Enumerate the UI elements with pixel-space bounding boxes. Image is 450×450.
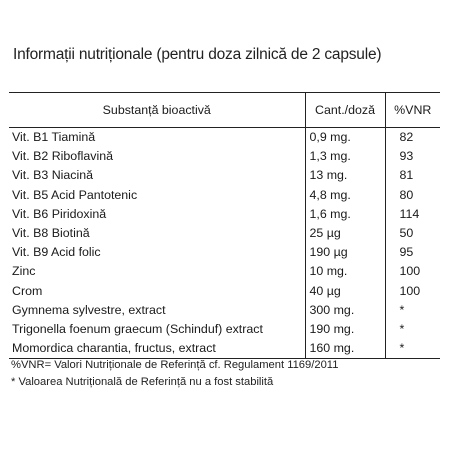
vnr-cell: 80 [385, 186, 440, 205]
table-row [9, 339, 440, 359]
footnote-vnr-definition: %VNR= Valori Nutriționale de Referință cf. Regulament 1169/2011 [11, 359, 339, 371]
substance-cell: Crom [12, 283, 43, 298]
table-row [9, 166, 440, 185]
quantity-cell: 190 µg [305, 243, 385, 262]
substance-cell: Momordica charantia, fructus, extract [9, 339, 305, 359]
substance-cell: Vit. B8 Biotină [12, 226, 90, 241]
substance-cell: Vit. B1 Tiamină [12, 130, 96, 145]
vnr-cell: * [385, 301, 440, 320]
quantity-cell: 13 mg. [305, 166, 385, 185]
vnr-cell: 93 [385, 147, 440, 166]
vnr-cell: 81 [385, 166, 440, 185]
substance-cell: Trigonella foenum graecum (Schinduf) extract [12, 321, 263, 336]
quantity-cell: 25 µg [305, 224, 385, 243]
header-vnr: %VNR [385, 93, 440, 128]
table-row [9, 282, 440, 301]
quantity-cell: 160 mg. [305, 339, 385, 359]
footnote-not-established: * Valoarea Nutrițională de Referință nu a fost stabilită [11, 376, 274, 388]
table-title: Informații nutriționale (pentru doza zilnică de 2 capsule) [13, 46, 382, 63]
vnr-cell: 82 [385, 128, 440, 148]
table-row [9, 205, 440, 224]
footnotes [11, 357, 338, 391]
nutrition-table [9, 92, 440, 359]
vnr-cell: 100 [385, 262, 440, 281]
table-row [9, 224, 440, 243]
quantity-cell: 40 µg [305, 282, 385, 301]
quantity-cell: 10 mg. [305, 262, 385, 281]
quantity-cell: 4,8 mg. [305, 186, 385, 205]
substance-cell: Vit. B2 Riboflavină [12, 149, 114, 164]
quantity-cell: 0,9 mg. [305, 128, 385, 148]
vnr-cell: * [385, 339, 440, 359]
vnr-cell: 50 [385, 224, 440, 243]
table-row [9, 262, 440, 281]
table-row [9, 320, 440, 339]
header-substance: Substanță bioactivă [9, 93, 305, 128]
substance-cell: Vit. B3 Niacină [12, 168, 94, 183]
quantity-cell: 1,6 mg. [305, 205, 385, 224]
vnr-cell: 114 [385, 205, 440, 224]
substance-cell: Zinc [12, 264, 36, 279]
table-row [9, 128, 440, 148]
quantity-cell: 1,3 mg. [305, 147, 385, 166]
table-row [9, 186, 440, 205]
quantity-cell: 300 mg. [305, 301, 385, 320]
quantity-cell: 190 mg. [305, 320, 385, 339]
table-row [9, 147, 440, 166]
vnr-cell: 95 [385, 243, 440, 262]
header-quantity: Cant./doză [305, 93, 385, 128]
substance-cell: Vit. B5 Acid Pantotenic [12, 187, 138, 202]
substance-cell: Vit. B6 Piridoxină [12, 206, 107, 221]
substance-cell: Vit. B9 Acid folic [12, 245, 101, 260]
table-row [9, 243, 440, 262]
vnr-cell: 100 [385, 282, 440, 301]
table-row [9, 301, 440, 320]
vnr-cell: * [385, 320, 440, 339]
substance-cell: Gymnema sylvestre, extract [12, 302, 166, 317]
table-header-row [9, 93, 440, 128]
